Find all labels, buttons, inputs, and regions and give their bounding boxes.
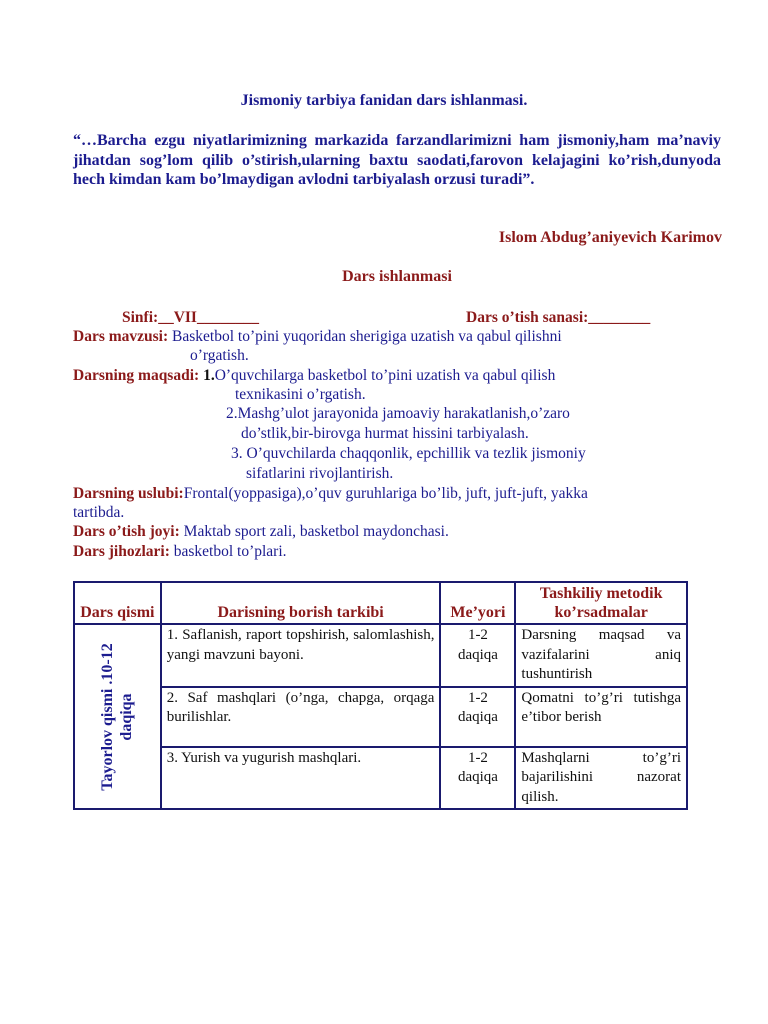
method-field — [73, 484, 721, 504]
class-value: __VII________ — [158, 309, 259, 326]
section-cell — [74, 624, 161, 809]
row-notes: Qomatni to’g’ri tutishga e’tibor berish — [515, 687, 687, 747]
equipment-label: Dars jihozlari: — [73, 543, 170, 560]
table-row — [74, 687, 687, 747]
date-label: Dars o’tish sanasi: — [466, 309, 589, 326]
place-value: Maktab sport zali, basketbol maydonchasi. — [183, 523, 449, 540]
quote-author: Islom Abdug’aniyevich Karimov — [498, 229, 722, 246]
row-norm: 1-2 daqiqa — [440, 687, 515, 747]
goal-1-line-2: texnikasini o’rgatish. — [235, 386, 366, 403]
document-title: Jismoniy tarbiya fanidan dars ishlanmasi. — [240, 92, 528, 109]
header-norm: Me’yori — [440, 582, 515, 624]
header-part: Dars qismi — [74, 582, 161, 624]
goal-number-1: 1. — [203, 367, 215, 384]
place-label: Dars o’tish joyi: — [73, 523, 180, 540]
topic-label: Dars mavzusi: — [73, 328, 169, 345]
epigraph-quote: “…Barcha ezgu niyatlarimizning markazida farzandlarimizni ham jismoniy,ham ma’naviy jihatdan sog’lom qilib o’stirish,ularning baxtu saodati,farovon kelajagini ko’rish,dunyoda hech kimdan kam bo’lmaydigan avlodni tarbiyalash orzusi turadi”. — [73, 132, 721, 188]
row-notes: Mashqlarni to’g’ri bajarilishini nazorat qilish. — [515, 747, 687, 810]
place-field — [73, 522, 449, 542]
lesson-plan-table — [73, 581, 688, 810]
class-label: Sinfi: — [122, 309, 159, 326]
goal-1-line-1: O’quvchilarga basketbol to’pini uzatish va qabul qilish — [214, 367, 556, 384]
goal-3-line-2: sifatlarini rivojlantirish. — [246, 465, 394, 482]
lesson-plan-subtitle: Dars ishlanmasi — [342, 268, 452, 285]
row-content: 1. Saflanish, raport topshirish, salomlashish, yangi mavzuni bayoni. — [161, 624, 441, 687]
topic-line-2: o’rgatish. — [190, 347, 249, 364]
table-row — [74, 747, 687, 810]
row-norm: 1-2 daqiqa — [440, 624, 515, 687]
equipment-value: basketbol to’plari. — [173, 543, 287, 560]
goal-field — [73, 366, 555, 386]
header-notes: Tashkiliy metodik ko’rsadmalar — [515, 582, 687, 624]
class-field — [122, 308, 259, 328]
table-row — [74, 624, 687, 687]
equipment-field — [73, 542, 287, 562]
goal-3-line-1: 3. O’quvchilarda chaqqonlik, epchillik va tezlik jismoniy — [231, 445, 586, 462]
topic-field — [73, 327, 562, 347]
topic-line-1: Basketbol to’pini yuqoridan sherigiga uzatish va qabul qilishni — [172, 328, 562, 345]
date-value: ________ — [588, 309, 651, 326]
header-content: Darisning borish tarkibi — [161, 582, 441, 624]
goal-2-line-2: do’stlik,bir-birovga hurmat hissini tarbiyalash. — [241, 425, 529, 442]
method-line-1: Frontal(yoppasiga),o’quv guruhlariga bo’lib, juft, juft-juft, yakka — [183, 485, 588, 502]
table-header-row — [74, 582, 687, 624]
row-content: 3. Yurish va yugurish mashqlari. — [161, 747, 441, 810]
method-label: Darsning uslubi: — [73, 485, 184, 502]
goal-label: Darsning maqsadi: — [73, 367, 200, 384]
row-norm: 1-2 daqiqa — [440, 747, 515, 810]
row-content: 2. Saf mashqlari (o’nga, chapga, orqaga burilishlar. — [161, 687, 441, 747]
section-label: Tayorlov qismi .10-12 daqiqa — [99, 642, 136, 791]
date-field — [466, 308, 650, 328]
goal-2-line-1: 2.Mashg’ulot jarayonida jamoaviy harakatlanish,o’zaro — [226, 405, 570, 422]
row-notes: Darsning maqsad va vazifalarini aniq tushuntirish — [515, 624, 687, 687]
method-line-2: tartibda. — [73, 504, 125, 521]
